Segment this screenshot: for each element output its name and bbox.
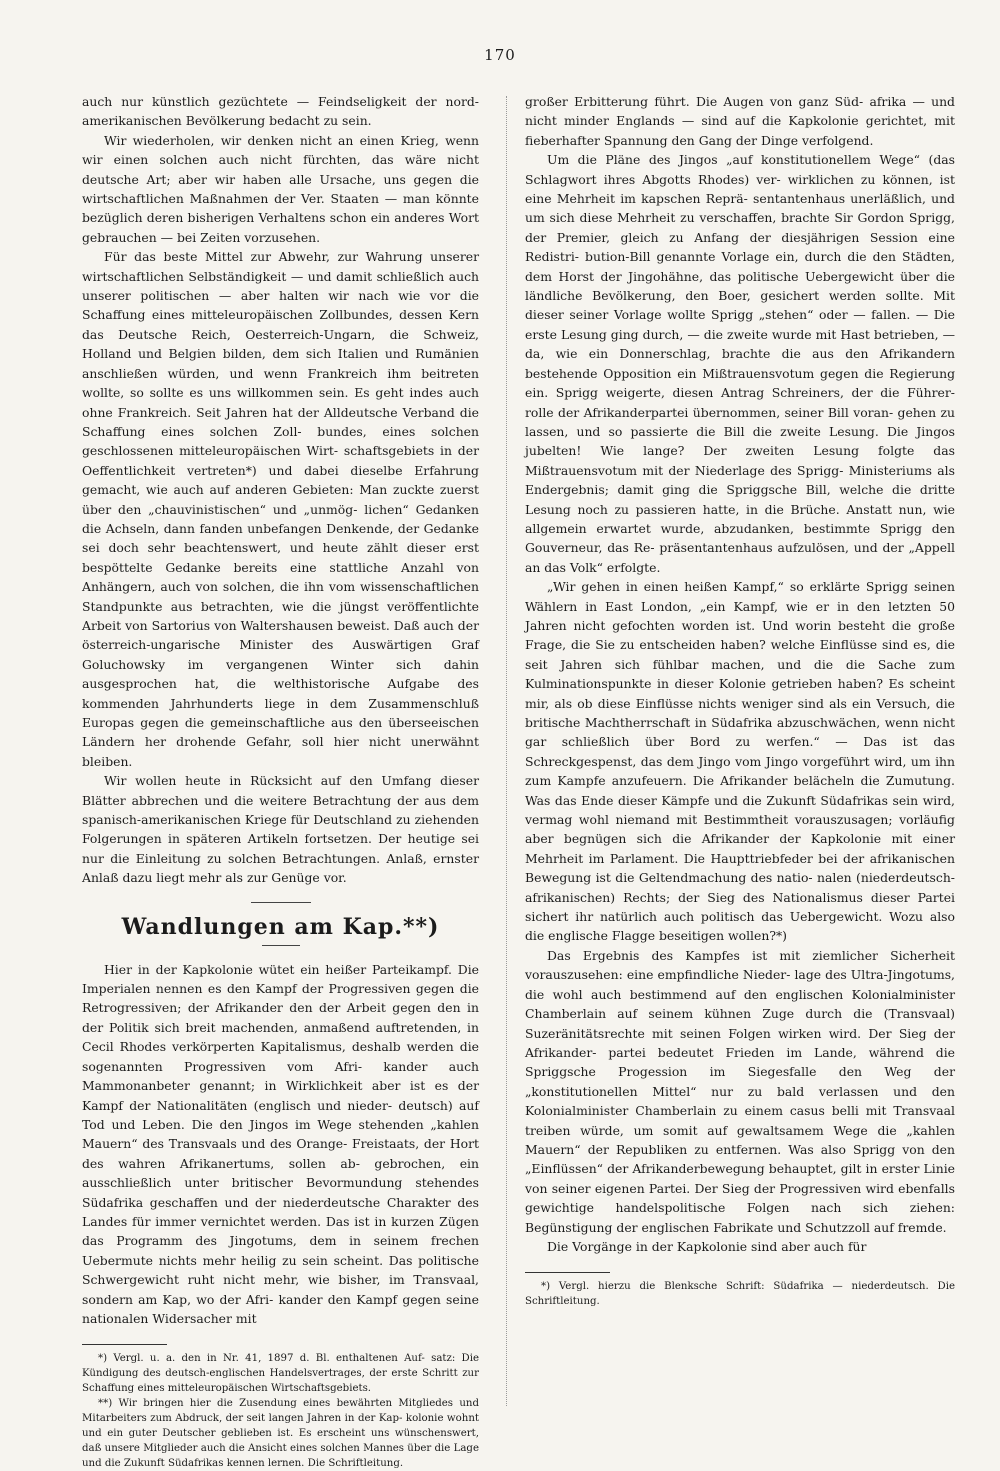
footnote: **) Wir bringen hier die Zusendung eines bewährten Mitgliedes und Mitarbeiters zum Abdruck, der seit langen Jahren in der Kap- kolonie wohnt und ein guter Deutscher geblieben ist. Es erscheint uns wünschenswert, daß unsere Mitglieder auch die Ansicht eines solchen Mannes über die Lage und die Zukunft Südafrikas kennen lernen. Die Schriftleitung.: [82, 1398, 479, 1470]
paragraph: „Wir gehen in einen heißen Kampf,“ so erklärte Sprigg seinen Wählern in East London, „ein Kampf, wie er in den letzten 50 Jahren nicht gefochten worden ist. Und worin besteht die große Frage, die Sie zu entscheiden haben? welche Einflüsse sind es, die seit Jahren sich fühlbar machen, und die die Sache zum Kulminationspunkte in dieser Kolonie getrieben haben? Es scheint mir, als ob diese Einflüsse nichts weniger sind als ein Versuch, die britische Machtherrschaft in Südafrika abzuschwächen, wenn nicht gar schließlich über Bord zu werfen.“ — Das ist das Schreckgespenst, das dem Jingo vom Jingo vorgeführt wird, um ihn zum Kampfe anzufeuern. Die Afrikander belächeln die Zumutung. Was das Ende dieser Kämpfe und die Zukunft Südafrikas sein wird, vermag wohl niemand mit Bestimmtheit vorauszusagen; vorläufig aber begnügen sich die Afrikander der Kapkolonie mit einer Mehrheit im Parlament. Die Haupttriebfeder bei der afrikanischen Bewegung ist die Geltendmachung des natio- nalen (niederdeutsch-afrikanischen) Rechts; der Sieg des Nationalismus dieser Partei sichert ihr natürlich auch politisch das Uebergewicht. Wozu also die englische Flagge beseitigen wollen?*): [525, 579, 955, 944]
paragraph: Wir wollen heute in Rücksicht auf den Umfang dieser Blätter abbrechen und die weitere Betrachtung der aus dem spanisch-amerikanischen Kriege für Deutschland zu ziehenden Folgerungen in späteren Artikeln fortsetzen. Der heutige sei nur die Einleitung zu solchen Betrachtungen. Anlaß, ernster Anlaß dazu liegt mehr als zur Genüge vor.: [82, 773, 479, 886]
footnotes: [82, 1351, 479, 1471]
paragraph: Die Vorgänge in der Kapkolonie sind aber auch für: [547, 1238, 867, 1254]
paragraph: großer Erbitterung führt. Die Augen von ganz Süd- afrika — und nicht minder Englands — sind auf die Kapkolonie gerichtet, mit fieberhafter Spannung den Gang der Dinge verfolgend.: [525, 94, 955, 148]
section-heading: Wandlungen am Kap.**): [121, 913, 440, 940]
heading-rule: [262, 945, 300, 946]
footnote: *) Vergl. u. a. den in Nr. 41, 1897 d. Bl. enthaltenen Auf- satz: Die Kündigung des deutsch-englischen Handelsvertrages, der erste Schritt zur Schaffung eines mitteleuropäischen Wirtschaftsgebiets.: [82, 1353, 479, 1395]
paragraph: Für das beste Mittel zur Abwehr, zur Wahrung unserer wirtschaftlichen Selbständigkeit — und damit schließlich auch unserer politischen — aber halten wir nach wie vor die Schaffung eines mitteleuropäischen Zollbundes, dessen Kern das Deutsche Reich, Oesterreich-Ungarn, die Schweiz, Holland und Belgien bilden, dem sich Italien und Rumänien anschließen würden, und wenn Frankreich ihm beitreten wollte, so sollte es uns willkommen sein. Es geht indes auch ohne Frankreich. Seit Jahren hat der Alldeutsche Verband die Schaffung eines solchen Zoll- bundes, eines solchen geschlossenen mitteleuropäischen Wirt- schaftsgebiets in der Oeffentlichkeit vertreten*) und dabei dieselbe Erfahrung gemacht, wie auch auf anderen Gebieten: Man zuckte zuerst über den „chauvinistischen“ und „unmög- lichen“ Gedanken die Achseln, dann fanden unbefangen Denkende, der Gedanke sei doch sehr beachtenswert, und heute zählt dieser erst bespöttelte Gedanke bereits eine stattliche Anzahl von Anhängern, auch von solchen, die ihn vom wissenschaftlichen Standpunkte aus betrachten, wie die jüngst veröffentlichte Arbeit von Sartorius von Waltershausen beweist. Daß auch der österreich-ungarische Minister des Auswärtigen Graf Goluchowsky im vergangenen Winter sich dahin ausgesprochen hat, die welthistorische Aufgabe des kommenden Jahrhunderts liege in dem Zusammenschluß Europas gegen die gemeinschaftliche aus den überseeischen Ländern her drohende Gefahr, soll hier nicht unerwähnt bleiben.: [82, 249, 479, 769]
column-divider: [506, 96, 507, 1406]
paragraph: Das Ergebnis des Kampfes ist mit ziemlicher Sicherheit vorauszusehen: eine empfindliche Nieder- lage des Ultra-Jingotums, die wohl auch bestimmend auf den englischen Kolonialminister Chamberlain auf seinem kühnen Zuge durch die (Transvaal) Suzeränitätsrechte mit seinen Folgen wirken wird. Der Sieg der Afrikander- partei bedeutet Frieden im Lande, während die Spriggsche Progession im Siegesfalle den Weg der „konstitutionellen Mittel“ nur zu bald verlassen und den Kolonialminister Chamberlain zu einem casus belli mit Transvaal treiben würde, um somit auf gewaltsamem Wege die „kahlen Mauern“ der Republiken zu entfernen. Was also Sprigg von den „Einflüssen“ der Afrikanderbewegung behauptet, gilt in erster Linie von seiner eigenen Partei. Der Sieg der Progressiven wird ebenfalls gewichtige handelspolitische Folgen nach sich ziehen: Begünstigung der englischen Fabrikate und Schutzzoll auf fremde.: [525, 947, 955, 1235]
paragraph: Um die Pläne des Jingos „auf konstitutionellem Wege“ (das Schlagwort ihres Abgotts Rhodes) ver- wirklichen zu können, ist eine Mehrheit im kapschen Reprä- sentantenhaus unerläßlich, und um sich diese Mehrheit zu verschaffen, brachte Sir Gordon Sprigg, der Premier, gleich zu Anfang der diesjährigen Session eine Redistri- bution-Bill genannte Vorlage ein, durch die den Städten, dem Horst der Jingohähne, das politische Uebergewicht über die ländliche Bevölkerung, den Boer, gesichert werden sollte. Mit dieser seiner Vorlage wollte Sprigg „stehen“ oder — fallen. — Die erste Lesung ging durch, — die zweite wurde mit Hast betrieben, — da, wie ein Donnerschlag, brachte die aus den Afrikandern bestehende Opposition ein Mißtrauensvotum gegen die Regierung ein. Sprigg weigerte, diesen Antrag Schreiners, der die Führer- rolle der Afrikanderpartei übernommen, seiner Bill voran- gehen zu lassen, und so passierte die Bill die zweite Lesung. Die Jingos jubelten! Wie lange? Der zweiten Lesung folgte das Mißtrauensvotum mit der Niederlage des Sprigg- Ministeriums als Endergebnis; damit ging die Spriggsche Bill, welche die dritte Lesung noch zu passieren hatte, in die Brüche. Anstatt nun, wie allgemein erwartet wurde, abzudanken, bestimmte Sprigg den Gouverneur, das Re- präsentantenhaus aufzulösen, und der „Appell an das Volk“ erfolgte.: [525, 152, 955, 575]
page-number: 170: [484, 46, 516, 64]
paragraph: Hier in der Kapkolonie wütet ein heißer Parteikampf. Die Imperialen nennen es den Kampf der Progressiven gegen die Retrogressiven; der Afrikander den der Arbeit gegen den in der Politik sich breit machenden, anmaßend auftretenden, in Cecil Rhodes verkörperten Kapitalismus, deshalb werden die sogenannten Progressiven vom Afri- kander auch Mammonanbeter genannt; in Wirklichkeit aber ist es der Kampf der Nationalitäten (englisch und nieder- deutsch) auf Tod und Leben. Die den Jingos im Wege stehenden „kahlen Mauern“ des Transvaals und des Orange- Freistaats, der Hort des wahren Afrikanertums, sollen ab- gebrochen, ein ausschließlich unter britischer Bevormundung stehendes Südafrika geschaffen und der niederdeutsche Charakter des Landes für immer vernichtet werden. Das ist in kurzen Zügen das Programm des Jingotums, dem in seinem frechen Uebermute nichts mehr heilig zu sein scheint. Das politische Schwergewicht ruht nicht mehr, wie bisher, im Transvaal, sondern am Kap, wo der Afri- kander den Kampf gegen seine nationalen Widersacher mit: [82, 961, 479, 1326]
footnote-rule: [525, 1272, 610, 1273]
paragraph: Wir wiederholen, wir denken nicht an einen Krieg, wenn wir einen solchen auch nicht fürchten, das wäre nicht deutsche Art; aber wir haben alle Ursache, uns gegen die wirtschaftlichen Maßnahmen der Ver. Staaten — man könnte bezüglich deren bisherigen Verhaltens schon ein anderes Wort gebrauchen — bei Zeiten vorzusehen.: [82, 132, 479, 245]
footnote-rule: [82, 1344, 167, 1345]
section-separator: [251, 902, 311, 903]
paragraph: auch nur künstlich gezüchtete — Feindseligkeit der nord- amerikanischen Bevölkerung bedacht zu sein.: [82, 94, 479, 129]
footnotes: [525, 1279, 955, 1309]
left-column: [82, 92, 479, 1471]
footnote: *) Vergl. hierzu die Blenksche Schrift: Südafrika — niederdeutsch. Die Schriftleitung.: [525, 1281, 955, 1308]
right-column: [525, 92, 955, 1309]
